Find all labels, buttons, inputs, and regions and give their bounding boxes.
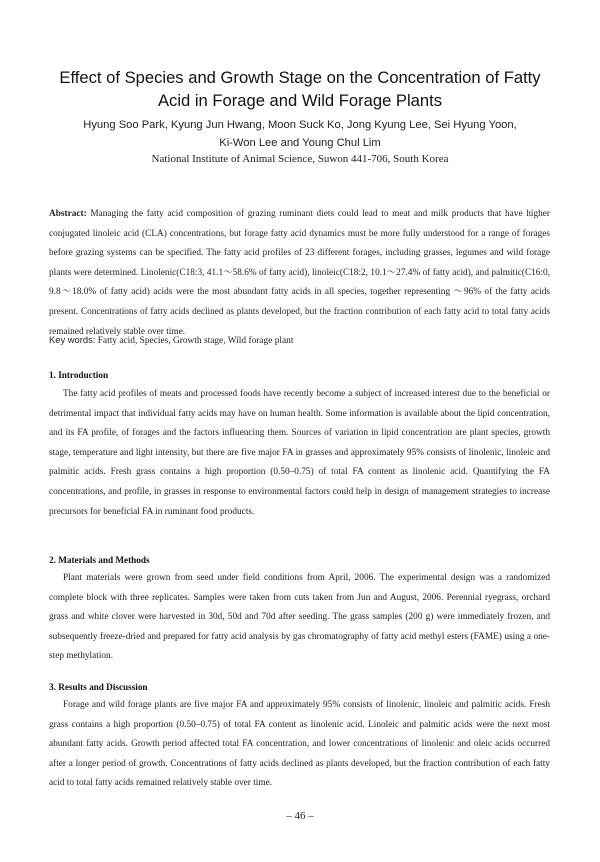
affiliation: National Institute of Animal Science, Suwon 441-706, South Korea [151, 153, 449, 165]
methods-paragraph: Plant materials were grown from seed under field conditions from April, 2006. The experimental design was a randomized complete block with three replicates. Samples were taken from cuts taken from Jun and August, 2006. Perennial ryegrass, orchard grass and white clover were harvested in 30d, 50d and 70d after seeding. The grass samples (200 g) were immediately frozen, and subsequently freeze-dried and prepared for fatty acid analysis by gas chromatography of fatty acid methyl esters (FAME) using a one-step methylation. [49, 573, 550, 662]
keywords [49, 333, 550, 348]
title-line-2: Acid in Forage and Wild Forage Plants [157, 91, 443, 110]
keywords-label: Key words: [49, 334, 96, 345]
intro-heading: 1. Introduction [49, 370, 109, 380]
methods-heading: 2. Materials and Methods [49, 555, 150, 565]
results-paragraph: Forage and wild forage plants are five major FA and approximately 95% consists of linolenic, linoleic and palmitic acids. Fresh grass contains a high proportion (0.50–0.75) of total FA content as linolenic acid. Linoleic and palmitic acids were the next most abundant fatty acids. Growth period affected total FA concentration, and lower concentrations of linolenic and oleic acids occurred after a longer period of growth. Concentrations of fatty acids declined as plants developed, but the fraction contribution of each fatty acid to total fatty acids remained relatively stable over time. [49, 700, 550, 789]
intro-paragraph: The fatty acid profiles of meats and processed foods have recently become a subject of increased interest due to the beneficial or detrimental impact that individual fatty acids may have on human health. Some information is available about the lipid concentration, and its FA profile, of forages and the factors influencing them. Sources of variation in lipid concentration are plant species, growth stage, temperature and light intensity, but there are five major FA in grasses and approximately 95% consists of linolenic, linoleic and palmitic acids. Fresh grass contains a high proportion (0.50–0.75) of total FA content as linolenic acid. Quantifying the FA concentrations, and profile, in grasses in response to environmental factors could help in design of management strategies to increase precursors for beneficial FA in ruminant food products. [49, 389, 550, 517]
author-list [40, 116, 560, 152]
authors-line-2: Ki-Won Lee and Young Chul Lim [219, 137, 381, 149]
abstract [49, 205, 550, 342]
paper-title [40, 66, 560, 112]
abstract-label: Abstract: [49, 209, 87, 219]
abstract-text: Managing the fatty acid composition of grazing ruminant diets could lead to meat and milk products that have higher conjugated linoleic acid (CLA) concentrations, but forage fatty acid dynamics must be more fully understood for a range of forages before grazing systems can be specified. The fatty acid profiles of 23 different forages, including grasses, legumes and wild forage plants were determined. Linolenic(C18:3, 41.1～58.6% of fatty acid), linoleic(C18:2, 10.1～27.4% of fatty acid), and palmitic(C16:0, 9.8～18.0% of fatty acid) acids were the most abundant fatty acids in all species, together representing ～96% of the fatty acids present. Concentrations of fatty acids declined as plants developed, but the fraction contribution of each fatty acid to total fatty acids remained relatively stable over time. [49, 209, 550, 337]
results-heading: 3. Results and Discussion [49, 682, 148, 692]
page-number: – 46 – [286, 810, 314, 822]
title-line-1: Effect of Species and Growth Stage on the Concentration of Fatty [59, 68, 541, 87]
keywords-text: Fatty acid, Species, Growth stage, Wild forage plant [97, 336, 294, 346]
authors-line-1: Hyung Soo Park, Kyung Jun Hwang, Moon Suck Ko, Jong Kyung Lee, Sei Hyung Yoon, [83, 119, 517, 131]
